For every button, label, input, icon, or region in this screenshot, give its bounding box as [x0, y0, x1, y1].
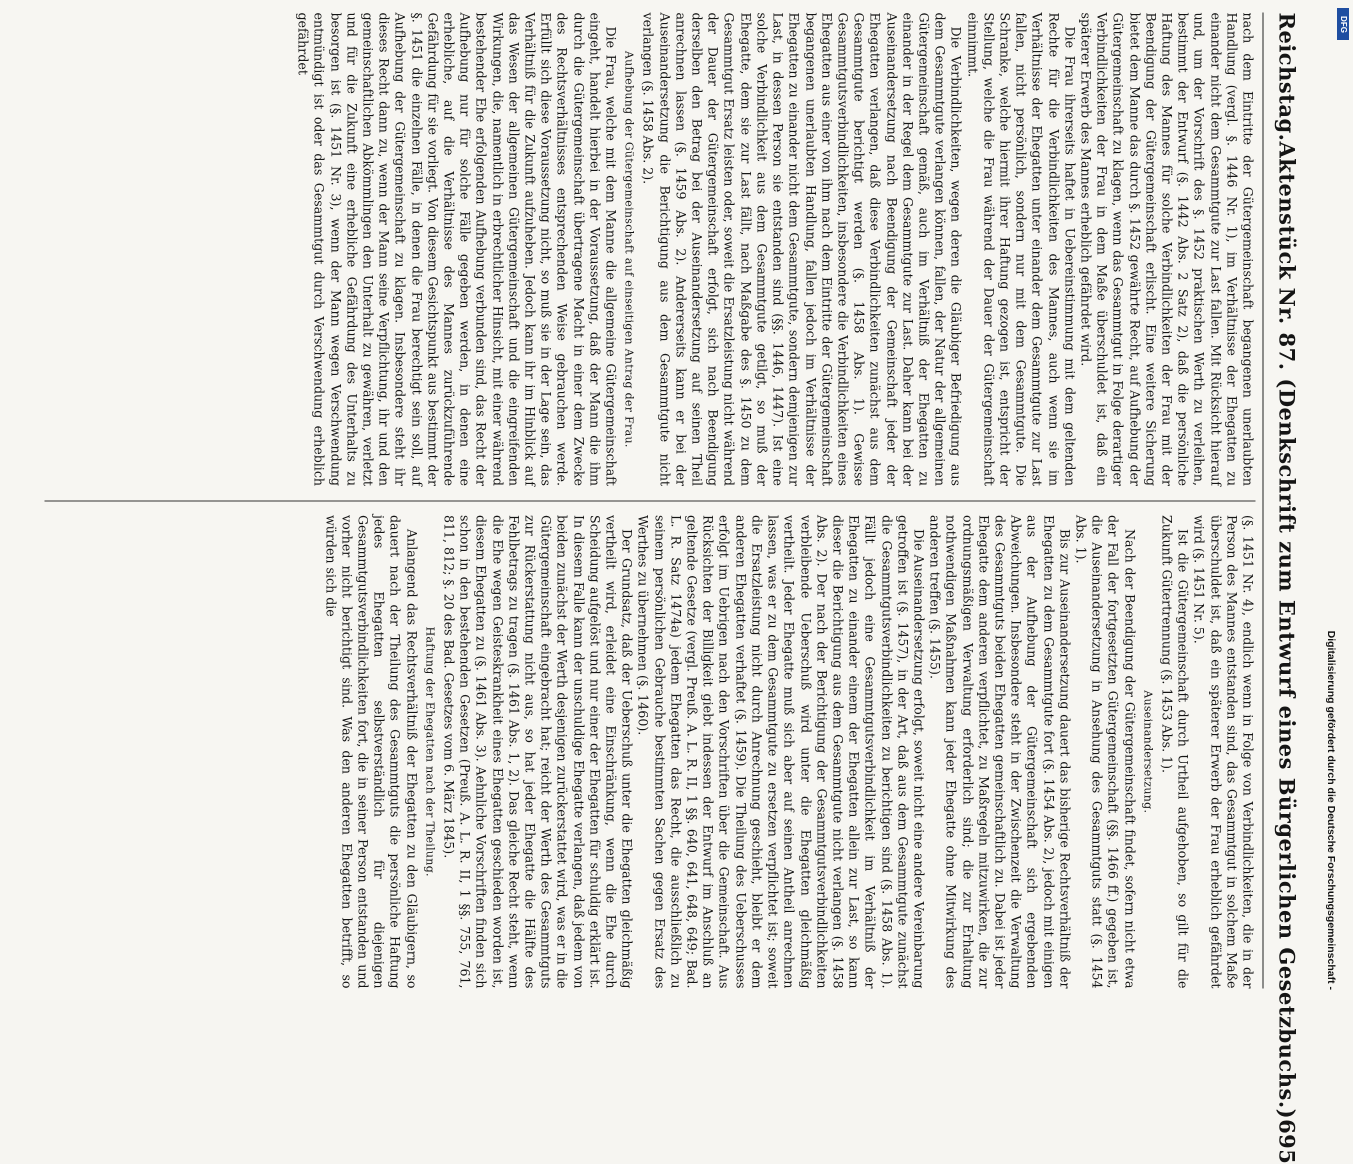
header-rule: [1263, 13, 1264, 989]
paragraph: Die Verbindlichkeiten, wegen deren die Gläubiger Befriedigung aus dem Gesammtgute verlangen können, fallen, der Natur der allgemeinen Gütergemeinschaft gemäß, auch im Verhältniß der Ehegatten zu einander in der Regel dem Gesammtgute zur Last. Daher kann bei der Auseinandersetzung nach Beendigung der Gemeinschaft jeder der Ehegatten verlangen, daß diese Verbindlichkeiten zunächst aus dem Gesammtgute berichtigt werden (§. 1458 Abs. 1). Gewisse Gesammtgutsverbindlichkeiten, insbesondere die Verbindlichkeiten eines Ehegatten aus einer von ihm nach dem Eintritte der Gütergemeinschaft begangenen unerlaubten Handlung, fallen jedoch im Verhältnisse der Ehegatten zu einander nicht dem Gesammtgute, sondern demjenigen zur Last, in dessen Person sie entstanden sind (§§. 1446, 1447). Ist eine solche Verbindlichkeit aus dem Gesammtgute getilgt, so muß der Ehegatte, dem sie zur Last fällt, nach Maßgabe des §. 1450 zu dem Gesammtgut Ersatz leisten oder, soweit die Ersatzleistung nicht während der Dauer der Gütergemeinschaft erfolgt, sich nach Beendigung derselben den Betrag bei der Auseinandersetzung auf seinen Theil anrechnen lassen (§. 1459 Abs. 2). Andererseits kann er bei der Auseinandersetzung die Berichtigung aus dem Gesammtgute nicht verlangen (§. 1458 Abs. 2).: [640, 12, 964, 486]
book-page: [45, 12, 1310, 1164]
page-number: 695: [1275, 1119, 1300, 1164]
section-subheading: Auseinandersetzung.: [1141, 690, 1155, 814]
text-columns: [45, 13, 1256, 989]
digitization-credit: [1313, 6, 1341, 994]
header-left: Reichstag.: [1275, 12, 1300, 142]
right-column: [45, 515, 1256, 989]
paragraph: Die Auseinandersetzung erfolgt, soweit nicht eine andere Vereinbarung getroffen ist (§. 1457), in der Art, daß aus dem Gesammtgute zunächst die Gesammtgutsverbindlichkeiten zu berichtigen sind (§. 1458 Abs. 1). Fällt jedoch eine Gesammtgutsverbindlichkeit im Verhältniß der Ehegatten zu einander einem der Ehegatten allein zur Last, so kann dieser die Berichtigung aus dem Gesammtgute nicht verlangen (§. 1458 Abs. 2). Der nach der Berichtigung der Gesammtgutsverbindlichkeiten verbleibende Ueberschuß wird unter die Ehegatten gleichmäßig vertheilt. Jeder Ehegatte muß sich aber auf seinen Antheil anrechnen lassen, was er zu dem Gesammtgute zu ersetzen verpflichtet ist; soweit die Ersatzleistung nicht durch Anrechnung geschieht, bleibt er dem anderen Ehegatten verhaftet (§. 1459). Die Theilung des Ueberschusses erfolgt im Uebrigen nach den Vorschriften über die Gemeinschaft. Aus Rücksichten der Billigkeit giebt indessen der Entwurf im Anschluß an geltende Gesetze (vergl. Preuß. A. L. R. II, 1 §§. 640, 641, 648, 649; Bad. L. R. Satz 1474a) jedem Ehegatten das Recht, die ausschließlich zu seinem persönlichen Gebrauche bestimmten Sachen gegen Ersatz des Werthes zu übernehmen (§. 1460).: [635, 515, 927, 989]
paragraph: Die Frau, welche mit dem Manne die allgemeine Gütergemeinschaft eingeht, handelt hierbei in der Voraussetzung, daß der Mann die ihm durch die Gütergemeinschaft übertragene Macht in einer dem Zwecke des Rechtsverhältnisses entsprechenden Weise gebrauchen werde. Erfüllt sich diese Voraussetzung nicht, so muß sie in der Lage sein, das Verhältniß für die Zukunft aufzuheben. Jedoch kann ihr im Hinblick auf das Wesen der allgemeinen Gütergemeinschaft und die eingreifenden Wirkungen, die, namentlich in erbrechtlicher Hinsicht, mit einer während bestehender Ehe erfolgenden Aufhebung verbunden sind, das Recht der Aufhebung nur für solche Fälle gegeben werden, in denen eine erhebliche, auf die Verhältnisse des Mannes zurückzuführende Gefährdung für sie vorliegt. Von diesem Gesichtspunkt aus bestimmt der §. 1451 die einzelnen Fälle, in denen die Frau berechtigt sein soll, auf Aufhebung der Gütergemeinschaft zu klagen. Insbesondere steht ihr dieses Recht dann zu, wenn der Mann seine Verpflichtung, ihr und den gemeinschaftlichen Abkömmlingen den Unterhalt zu gewähren, verletzt und für die Zukunft eine erhebliche Gefährdung des Unterhalts zu besorgen ist (§. 1451 Nr. 3), wenn der Mann wegen Verschwendung entmündigt ist oder das Gesammtgut durch Verschwendung erheblich gefährdet: [295, 12, 619, 486]
paragraph: Anlangend das Rechtsverhältniß der Ehegatten zu den Gläubigern, so dauert nach der Theilung des Gesammtguts die persönliche Haftung jedes Ehegatten selbstverständlich für diejenigen Gesammtgutsverbindlichkeiten fort, die in seiner Person entstanden und vorher nicht berichtigt sind. Was den anderen Ehegatten betrifft, so würden sich die: [323, 515, 420, 989]
dfg-logo-text: DFG: [1338, 15, 1348, 33]
credit-text: Digitalisierung gefördert durch die Deutsche Forschungsgemeinschaft -: [1325, 630, 1337, 990]
left-column: [45, 13, 1256, 487]
paragraph: Bis zur Auseinandersetzung dauert das bisherige Rechtsverhältniß der Ehegatten zu dem Gesammtgute fort (§. 1454 Abs. 2), jedoch mit einigen aus der Aufhebung der Gütergemeinschaft sich ergebenden Abweichungen. Insbesondere steht in der Zwischenzeit die Verwaltung des Gesammtguts beiden Ehegatten gemeinschaftlich zu. Dabei ist jeder Ehegatte dem anderen verpflichtet, zu Maßregeln mitzuwirken, die zur ordnungsmäßigen Verwaltung erforderlich sind; die zur Erhaltung nothwendigen Maßnahmen kann jeder Ehegatte ohne Mitwirkung des anderen treffen (§. 1455).: [927, 515, 1073, 989]
column-divider: [45, 500, 1256, 501]
paragraph: (§. 1451 Nr. 4), endlich wenn in Folge von Verbindlichkeiten, die in der Person des Mannes entstanden sind, das Gesammtgut in solchem Maße überschuldet ist, daß ein späterer Erwerb der Frau erheblich gefährdet wird (§. 1451 Nr. 5).: [1191, 515, 1256, 989]
section-subheading: Aufhebung der Gütergemeinschaft auf einseitigen Antrag der Frau.: [622, 50, 636, 448]
paragraph: Nach der Beendigung der Gütergemeinschaft findet, sofern nicht etwa der Fall der fortgesetzten Gütergemeinschaft (§§. 1466 ff.) gegeben ist, die Auseinandersetzung in Ansehung des Gesammtguts statt (§. 1454 Abs. 1).: [1073, 515, 1138, 989]
rotated-page-content: [45, 12, 1310, 1164]
running-header: [1266, 12, 1310, 1164]
paragraph: Der Grundsatz, daß der Ueberschuß unter die Ehegatten gleichmäßig vertheilt wird, erleidet eine Einschränkung, wenn die Ehe durch Scheidung aufgelöst und nur einer der Ehegatten für schuldig erklärt ist. In diesem Falle kann der unschuldige Ehegatte verlangen, daß jedem von beiden zunächst der Werth desjenigen zurückerstattet wird, was er in die Gütergemeinschaft eingebracht hat; reicht der Werth des Gesammtguts zur Rückerstattung nicht aus, so hat jeder Ehegatte die Hälfte des Fehlbetrags zu tragen (§. 1461 Abs. 1, 2). Das gleiche Recht steht, wenn die Ehe wegen Geisteskrankheit eines Ehegatten geschieden worden ist, diesem Ehegatten zu (§. 1461 Abs. 3). Aehnliche Vorschriften finden sich schon in den bestehenden Gesetzen (Preuß. A. L. R. II, 1 §§. 755, 761, 811, 812; §. 20 des Bad. Gesetzes vom 6. März 1845).: [441, 515, 635, 989]
section-subheading: Haftung der Ehegatten nach der Theilung.: [423, 626, 437, 877]
header-title: Aktenstück Nr. 87. (Denkschrift zum Entwurf eines Bürgerlichen Gesetzbuchs.): [1275, 141, 1300, 1120]
paragraph: nach dem Eintritte der Gütergemeinschaft begangenen unerlaubten Handlung (vergl. §. 1446 Nr. 1), im Verhältnisse der Ehegatten zu einander nicht dem Gesammtgute zur Last fallen. Mit Rücksicht hierauf und, um der Vorschrift des §. 1452 praktischen Werth zu verleihen, bestimmt der Entwurf (§. 1442 Abs. 2 Satz 2), daß die persönliche Haftung des Mannes für solche Verbindlichkeiten der Frau mit der Beendigung der Gütergemeinschaft erlischt. Eine weitere Sicherung bietet dem Manne das durch §. 1452 gewährte Recht, auf Aufhebung der Gütergemeinschaft zu klagen, wenn das Gesammtgut in Folge derartiger Verbindlichkeiten der Frau in dem Maße überschuldet ist, daß ein späterer Erwerb des Mannes erheblich gefährdet wird.: [1078, 12, 1256, 486]
paragraph: Ist die Gütergemeinschaft durch Urtheil aufgehoben, so gilt für die Zukunft Gütertrennung (§. 1453 Abs. 1).: [1159, 515, 1191, 989]
dfg-logo: [1337, 8, 1349, 40]
paragraph: Die Frau ihrerseits haftet in Uebereinstimmung mit dem geltenden Rechte für die Verbindlichkeiten des Mannes, auch wenn sie im Verhältnisse der Ehegatten unter einander dem Gesammtgute zur Last fallen, nicht persönlich, sondern nur mit dem Gesammtgute. Die Schranke, welche hiermit ihrer Haftung gezogen ist, entspricht der Stellung, welche die Frau während der Dauer der Gütergemeinschaft einnimmt.: [965, 12, 1078, 486]
